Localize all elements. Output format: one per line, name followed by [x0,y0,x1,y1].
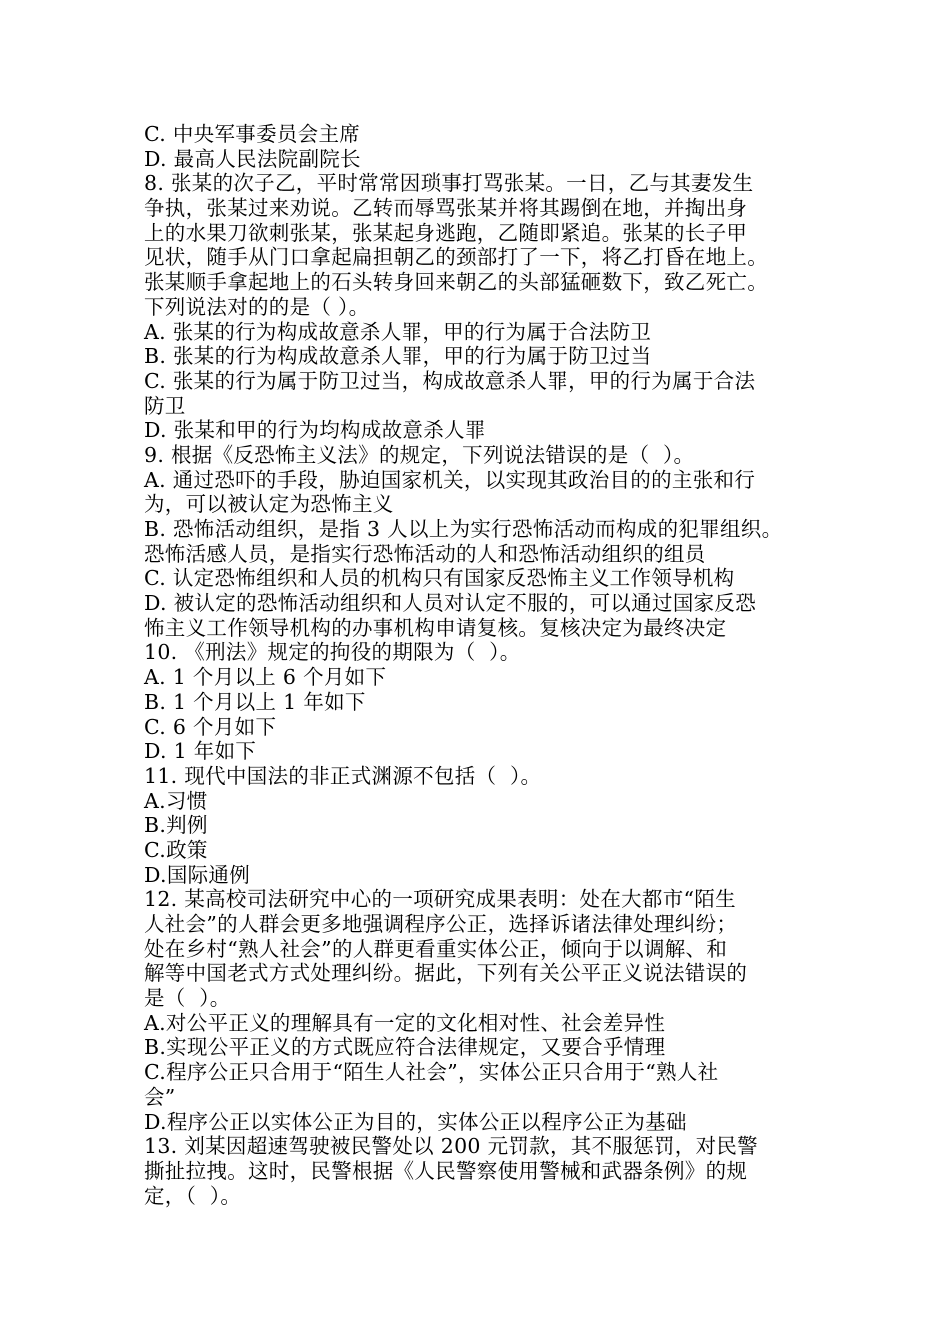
option-line: A. 1 个月以上 6 个月如下 [144,665,387,690]
option-line: C. 张某的行为属于防卫过当，构成故意杀人罪，甲的行为属于合法 [144,368,756,393]
question-text-line: 是（ ）。 [144,986,231,1011]
option-line: B. 恐怖活动组织，是指 3 人以上为实行恐怖活动而构成的犯罪组织。 [144,517,783,541]
question-text-line: 12. 某高校司法研究中心的一项研究成果表明：处在大都市“陌生 [144,887,736,912]
option-line: C.政策 [144,837,208,862]
option-line: A.对公平正义的理解具有一定的文化相对性、社会差异性 [144,1010,666,1035]
option-line: A.习惯 [144,788,208,813]
option-line: D. 最高人民法院副院长 [144,146,361,171]
option-line: B.判例 [144,813,208,838]
option-line: B.实现公平正义的方式既应符合法律规定，又要合乎情理 [144,1035,666,1060]
option-line: A. 张某的行为构成故意杀人罪，甲的行为属于合法防卫 [144,319,652,344]
question-text-line: 9. 根据《反恐怖主义法》的规定，下列说法错误的是（ ）。 [144,442,695,467]
option-line: 会” [144,1084,176,1109]
option-line: A. 通过恐吓的手段，胁迫国家机关，以实现其政治目的的主张和行 [144,467,756,492]
option-line: C.程序公正只合用于“陌生人社会”，实体公正只合用于“熟人社 [144,1060,719,1085]
question-text-line: 张某顺手拿起地上的石头转身回来朝乙的头部猛砸数下，致乙死亡。 [144,270,768,295]
question-text-line: 13. 刘某因超速驾驶被民警处以 200 元罚款，其不服惩罚，对民警 [144,1134,758,1159]
document-body [144,122,824,1208]
option-line: C. 认定恐怖组织和人员的机构只有国家反恐怖主义工作领导机构 [144,566,735,591]
question-text-line: 人社会”的人群会更多地强调程序公正，选择诉诸法律处理纠纷； [144,912,738,936]
question-text-line: 11. 现代中国法的非正式渊源不包括（ ）。 [144,763,542,788]
option-line: D.国际通例 [144,862,251,887]
question-text-line: 8. 张某的次子乙，平时常常因琐事打骂张某。一日，乙与其妻发生 [144,171,754,196]
question-text-line: 撕扯拉拽。这时，民警根据《人民警察使用警械和武器条例》的规 [144,1158,748,1183]
option-line: C. 中央军事委员会主席 [144,122,361,146]
question-text-line: 争执，张某过来劝说。乙转而辱骂张某并将其踢倒在地，并掏出身 [144,196,748,221]
question-text-line: 10. 《刑法》规定的拘役的期限为（ ）。 [144,640,521,665]
question-text-line: 处在乡村“熟人社会”的人群更看重实体公正，倾向于以调解、和 [144,936,728,961]
question-text-line: 定，（ ）。 [144,1183,242,1208]
option-line: D.程序公正以实体公正为目的，实体公正以程序公正为基础 [144,1109,687,1134]
option-line: 恐怖活感人员，是指实行恐怖活动的人和恐怖活动组织的组员 [144,541,706,566]
question-text-line: 上的水果刀欲刺张某，张某起身逃跑，乙随即紧追。张某的长子甲 [144,220,748,245]
option-line: D. 被认定的恐怖活动组织和人员对认定不服的，可以通过国家反恐 [144,591,757,616]
question-text-line: 下列说法对的的是（ ）。 [144,294,370,319]
option-line: 为，可以被认定为恐怖主义 [144,492,394,517]
option-line: D. 张某和甲的行为均构成故意杀人罪 [144,418,486,443]
option-line: C. 6 个月如下 [144,714,277,739]
option-line: B. 1 个月以上 1 年如下 [144,689,366,714]
option-line: 怖主义工作领导机构的办事机构申请复核。复核决定为最终决定 [144,615,727,640]
question-text-line: 见状，随手从门口拿起扁担朝乙的颈部打了一下，将乙打昏在地上。 [144,245,768,270]
option-line: D. 1 年如下 [144,739,257,764]
option-line: B. 张某的行为构成故意杀人罪，甲的行为属于防卫过当 [144,344,652,369]
option-line: 防卫 [144,393,186,418]
question-text-line: 解等中国老式方式处理纠纷。据此，下列有关公平正义说法错误的 [144,961,748,986]
